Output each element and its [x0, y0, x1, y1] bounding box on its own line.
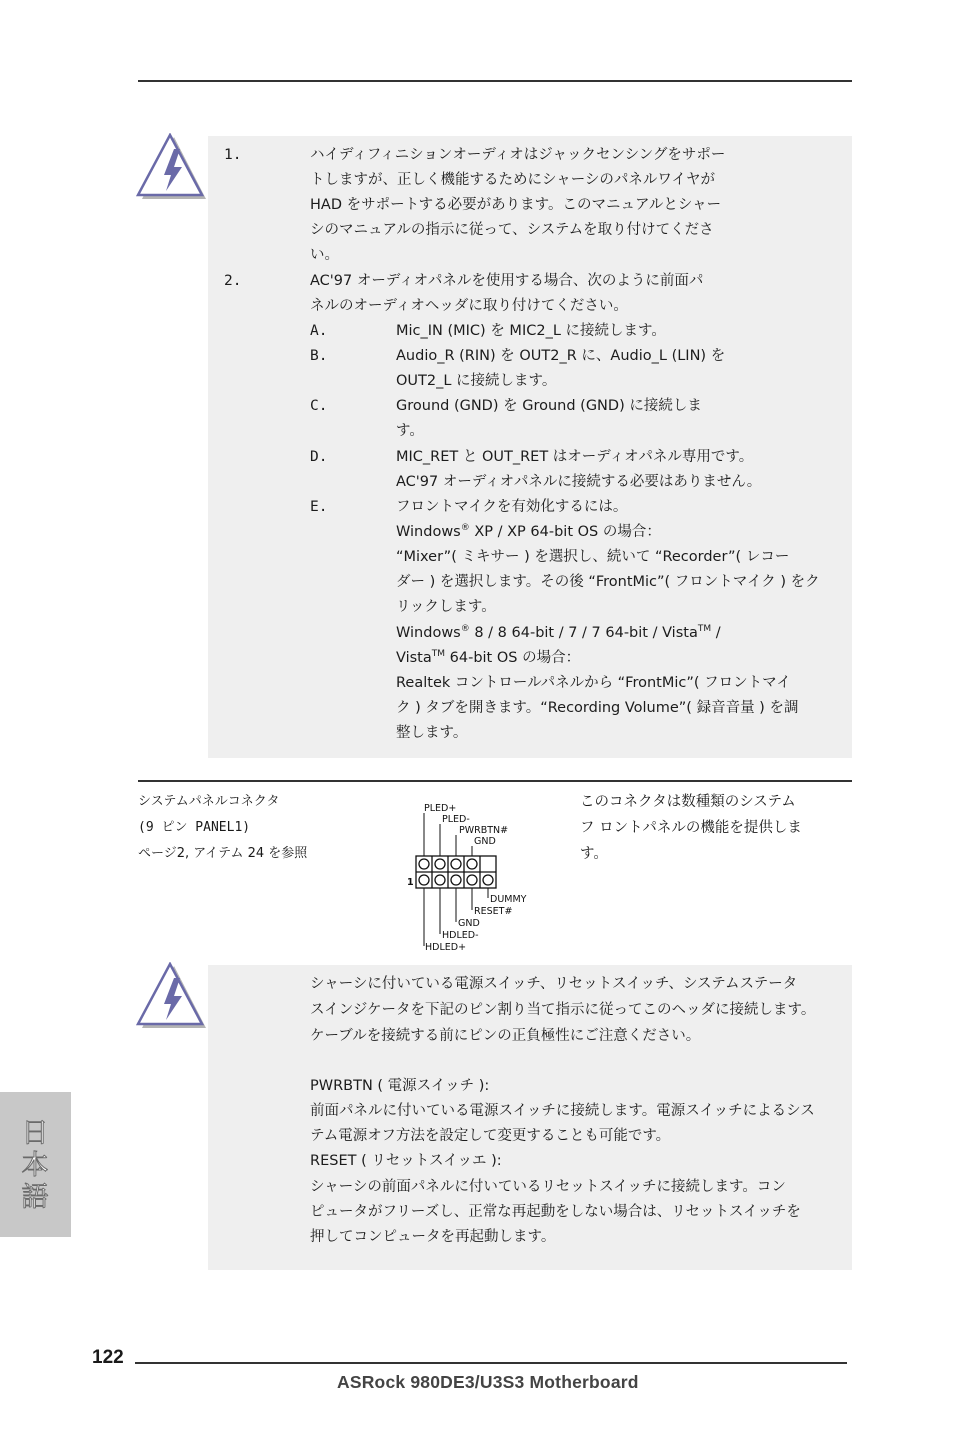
windows-vista-heading: Vista™ 64-bit OS の場合： — [396, 649, 581, 666]
windows-xp-steps: ダー ) を選択します。その後 “FrontMic”( フロントマイク ) をク — [396, 574, 820, 590]
windows-vista-steps: Realtek コントロールパネルから “FrontMic”( フロントマイ — [396, 675, 791, 691]
note-item-1-text: い。 — [310, 247, 339, 263]
pin-one-marker: 1 — [407, 877, 414, 888]
sub-item-d-label: D. — [310, 449, 328, 465]
panel-note-box — [208, 965, 852, 1270]
note-item-2-text: ネルのオーディオヘッダに取り付けてください。 — [310, 298, 628, 314]
sub-item-c-label: C. — [310, 398, 328, 414]
sub-item-d-text: MIC_RET と OUT_RET はオーディオパネル専用です。 — [396, 449, 754, 465]
panel-description-line: フ ロントパネルの機能を提供しま — [580, 820, 802, 836]
panel-connector-name: システムパネルコネクタ — [138, 794, 280, 809]
reset-text: 押してコンピュータを再起動します。 — [310, 1229, 556, 1245]
footer-product-name: ASRock 980DE3/U3S3 Motherboard — [337, 1372, 639, 1392]
windows-vista-steps: ク ) タブを開きます。“Recording Volume”( 録音音量 ) を調 — [396, 700, 799, 716]
windows-xp-steps: リックします。 — [396, 599, 496, 615]
panel-connector-reference: ページ2, アイテム 24 を参照 — [138, 846, 308, 861]
sub-item-b-text: OUT2_L に接続します。 — [396, 373, 557, 389]
note-item-1-text: HAD をサポートする必要があります。このマニュアルとシャー — [310, 197, 722, 213]
sub-item-c-text: Ground (GND) を Ground (GND) に接続しま — [396, 398, 702, 414]
panel-connector-description — [580, 789, 802, 867]
language-tab-label: 日本語 — [21, 1118, 49, 1213]
panel-description-line: す。 — [580, 846, 608, 862]
pwrbtn-text: 前面パネルに付いている電源スイッチに接続します。電源スイッチによるシス — [310, 1103, 815, 1119]
windows-xp-heading: Windows® XP / XP 64-bit OS の場合： — [396, 523, 661, 540]
sub-item-b-label: B. — [310, 348, 328, 364]
footer-rule — [135, 1362, 847, 1364]
warning-lightning-icon — [136, 962, 208, 1032]
sub-item-e-text: フロントマイクを有効化するには。 — [396, 499, 628, 515]
panel-note-text: ケーブルを接続する前にピンの正負極性にご注意ください。 — [310, 1028, 701, 1044]
sub-item-a-text: Mic_IN (MIC) を MIC2_L に接続します。 — [396, 323, 666, 339]
sub-item-b-text: Audio_R (RIN) を OUT2_R に、Audio_L (LIN) を — [396, 348, 726, 364]
pin-label-reset: RESET# — [474, 906, 513, 917]
note-item-2-text: AC'97 オーディオパネルを使用する場合、次のように前面パ — [310, 273, 704, 289]
sub-item-e-label: E. — [310, 499, 328, 515]
panel-note-text: スインジケータを下記のピン割り当て指示に従ってこのヘッダに接続します。 — [310, 1002, 816, 1018]
section-divider — [138, 780, 852, 782]
pwrbtn-text: テム電源オフ方法を設定して変更することも可能です。 — [310, 1128, 671, 1144]
pin-label-hdled-minus: HDLED- — [442, 930, 479, 941]
panel-pin-diagram — [404, 798, 544, 954]
sub-item-c-text: す。 — [396, 423, 424, 439]
pin-label-pwrbtn: PWRBTN# — [459, 825, 509, 836]
note-item-2-number: 2. — [224, 273, 242, 289]
pin-label-gnd-bottom: GND — [458, 918, 480, 929]
windows-vista-steps: 整します。 — [396, 725, 468, 741]
top-rule — [138, 80, 852, 82]
reset-text: ピュータがフリーズし、正常な再起動をしない場合は、リセットスイッチを — [310, 1204, 801, 1220]
pin-label-gnd-top: GND — [474, 836, 496, 847]
reset-heading: RESET ( リセットスイッエ ): — [310, 1153, 502, 1169]
note-item-1-text: シのマニュアルの指示に従って、システムを取り付けてくださ — [310, 222, 714, 238]
pin-label-pled-minus: PLED- — [442, 814, 470, 825]
note-item-1-text: トしますが、正しく機能するためにシャーシのパネルワイヤが — [310, 172, 715, 188]
panel-note-text: シャーシに付いている電源スイッチ、リセットスイッチ、システムステータ — [310, 976, 798, 992]
panel-connector-pins: (9 ピン PANEL1) — [138, 820, 251, 835]
pin-label-pled-plus: PLED+ — [424, 803, 457, 814]
audio-note-box — [208, 136, 852, 758]
pin-label-dummy: DUMMY — [490, 894, 527, 905]
note-item-1-text: ハイディフィニションオーディオはジャックセンシングをサポー — [310, 147, 726, 163]
language-side-tab — [0, 1092, 71, 1237]
windows-vista-heading: Windows® 8 / 8 64-bit / 7 / 7 64-bit / Vista™ / — [396, 624, 721, 641]
sub-item-d-text: AC'97 オーディオパネルに接続する必要はありません。 — [396, 474, 762, 490]
panel-connector-title — [138, 789, 307, 867]
note-item-1-number: 1. — [224, 147, 242, 163]
warning-lightning-icon — [136, 133, 208, 203]
sub-item-a-label: A. — [310, 323, 328, 339]
pwrbtn-heading: PWRBTN ( 電源スイッチ ): — [310, 1078, 490, 1094]
page-number: 122 — [92, 1347, 124, 1368]
panel-description-line: このコネクタは数種類のシステム — [580, 794, 796, 810]
pin-label-hdled-plus: HDLED+ — [425, 942, 467, 953]
windows-xp-steps: “Mixer”( ミキサー ) を選択し、続いて “Recorder”( レコー — [396, 549, 790, 565]
reset-text: シャーシの前面パネルに付いているリセットスイッチに接続します。コン — [310, 1179, 786, 1195]
